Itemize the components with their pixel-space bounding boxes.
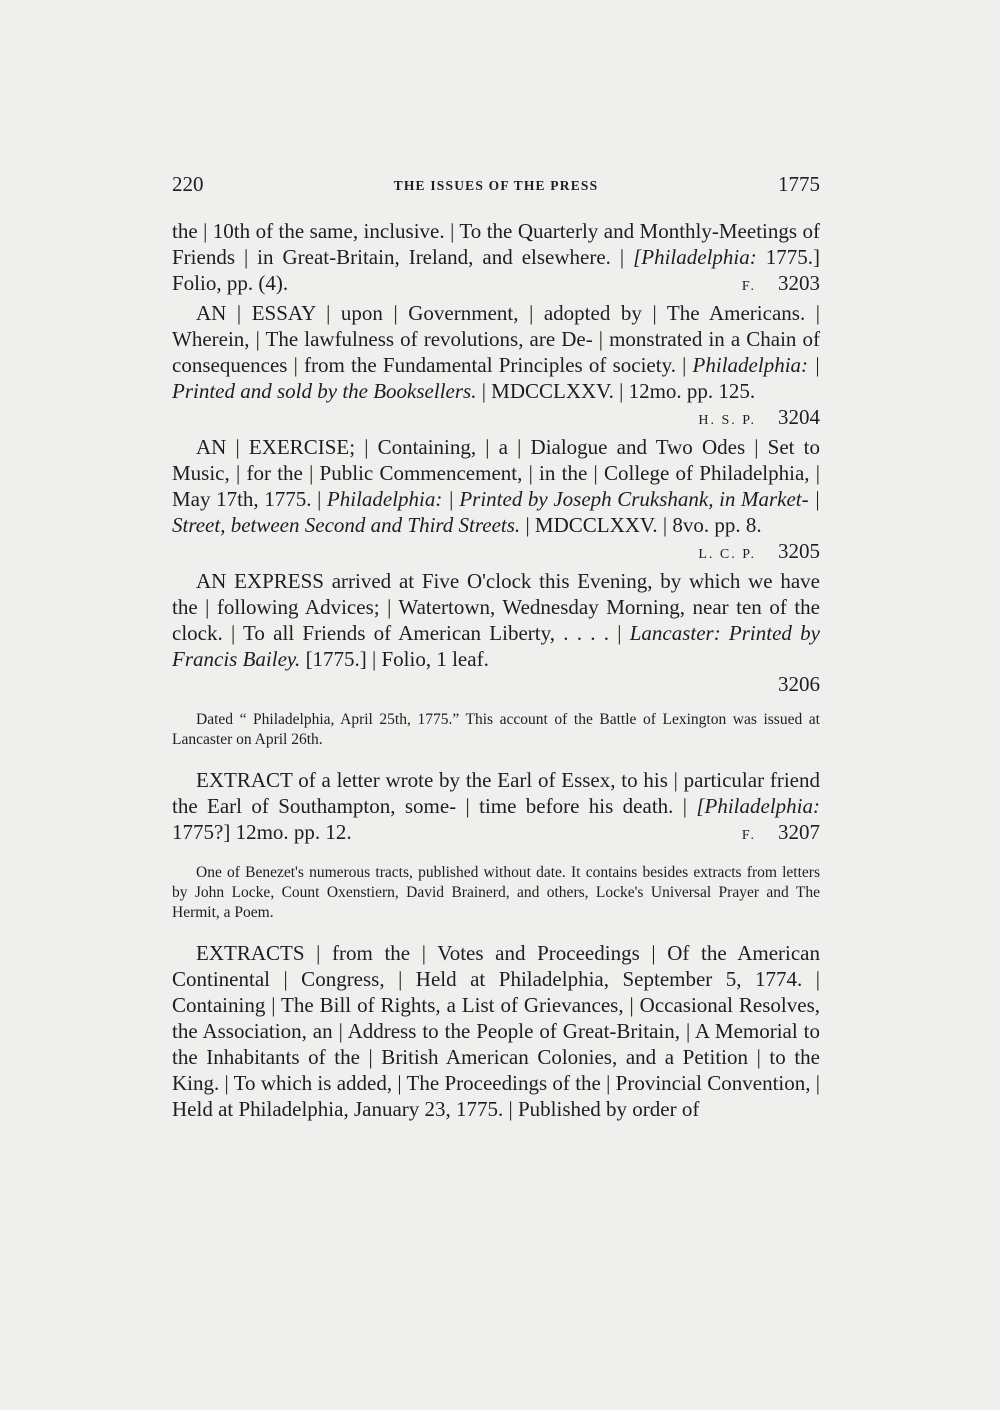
entry-reference — [172, 672, 820, 696]
page-header — [172, 168, 820, 204]
entry-number: 3203 — [778, 271, 820, 295]
entry-number: 3205 — [778, 539, 820, 563]
page-number: 220 — [172, 172, 204, 196]
entry-reference — [674, 404, 820, 434]
entry-tail: | MDCCLXXV. | 8vo. pp. 8. — [520, 513, 762, 537]
header-year: 1775 — [778, 172, 820, 196]
entry-text: EXTRACT of a letter wrote by the Earl of Essex, to his | particular friend the Earl of Southampton, some- | time before his death. | — [172, 768, 820, 818]
bibliography-entry-3205 — [172, 434, 820, 563]
entry-imprint: Philadelphia: | Printed and sold by the Booksellers. — [172, 353, 820, 403]
bibliography-entry-3204 — [172, 300, 820, 429]
entry-text: EXTRACTS | from the | Votes and Proceedings | Of the American Continental | Congress, | Held at Philadelphia, September 5, 1774. | Containing | The Bill of Rights, a List of Grievances, | Occasional Resolves, the Association, an | Address to the People of Great-Britain, | A Memorial to the Inhabitants of the | British American Colonies, and a Petition | to the King. | To which is added, | The Proceedings of the | Provincial Convention, | Held at Philadelphia, January 23, 1775. | Published by order of — [172, 941, 820, 1121]
entry-tail: 1775.] Folio, pp. (4). — [172, 245, 820, 295]
entry-imprint: [Philadelphia: — [696, 794, 820, 818]
entry-note: Dated “ Philadelphia, April 25th, 1775.” This account of the Battle of Lexington was issued at Lancaster on April 26th. — [172, 711, 820, 748]
entry-tail: 1775?] 12mo. pp. 12. — [172, 820, 352, 844]
entry-reference — [674, 538, 820, 568]
bibliography-entry-3203 — [172, 218, 820, 296]
library-location: L. C. P. — [698, 547, 756, 562]
entry-tail: | MDCCLXXV. | 12mo. pp. 125. — [476, 379, 756, 403]
entry-note: One of Benezet's numerous tracts, published without date. It contains besides extracts from letters by John Locke, Count Oxenstiern, David Brainerd, and others, Locke's Universal Prayer and The Hermit, a Poem. — [172, 864, 820, 921]
entry-reference — [718, 819, 820, 849]
entry-imprint: Philadelphia: | Printed by Joseph Crukshank, in Market- | Street, between Second and Third Streets. — [172, 487, 820, 537]
bibliography-entry-continued — [172, 940, 820, 1122]
entry-text: AN | ESSAY | upon | Government, | adopted by | The Americans. | Wherein, | The lawfulness of revolutions, are De- | monstrated in a Chain of consequences | from the Fundamental Principles of society. | — [172, 301, 820, 377]
running-title: THE ISSUES OF THE PRESS — [393, 178, 599, 193]
entry-number: 3207 — [778, 820, 820, 844]
entry-text: AN | EXERCISE; | Containing, | a | Dialogue and Two Odes | Set to Music, | for the | Public Commencement, | in the | College of Philadelphia, | May 17th, 1775. | — [172, 435, 820, 511]
library-location: F. — [741, 828, 756, 843]
library-location: F. — [741, 279, 756, 294]
entry-imprint: [Philadelphia: — [633, 245, 757, 269]
entry-imprint: Lancaster: Printed by Francis Bailey. — [172, 621, 820, 671]
page-body — [172, 218, 820, 1122]
entry-number: 3206 — [778, 672, 820, 696]
entry-reference — [742, 270, 820, 300]
bibliography-entry-3206 — [172, 568, 820, 672]
entry-number: 3204 — [778, 405, 820, 429]
entry-tail: [1775.] | Folio, 1 leaf. — [300, 647, 489, 671]
entry-text: the | 10th of the same, inclusive. | To the Quarterly and Monthly-Meetings of Friends | in Great-Britain, Ireland, and elsewhere. | — [172, 219, 820, 269]
library-location: H. S. P. — [698, 413, 756, 428]
bibliography-entry-3207 — [172, 767, 820, 845]
entry-text: AN EXPRESS arrived at Five O'clock this Evening, by which we have the | following Advices; | Watertown, Wednesday Morning, near ten of the clock. | To all Friends of American Liberty, . . . . | — [172, 569, 820, 645]
